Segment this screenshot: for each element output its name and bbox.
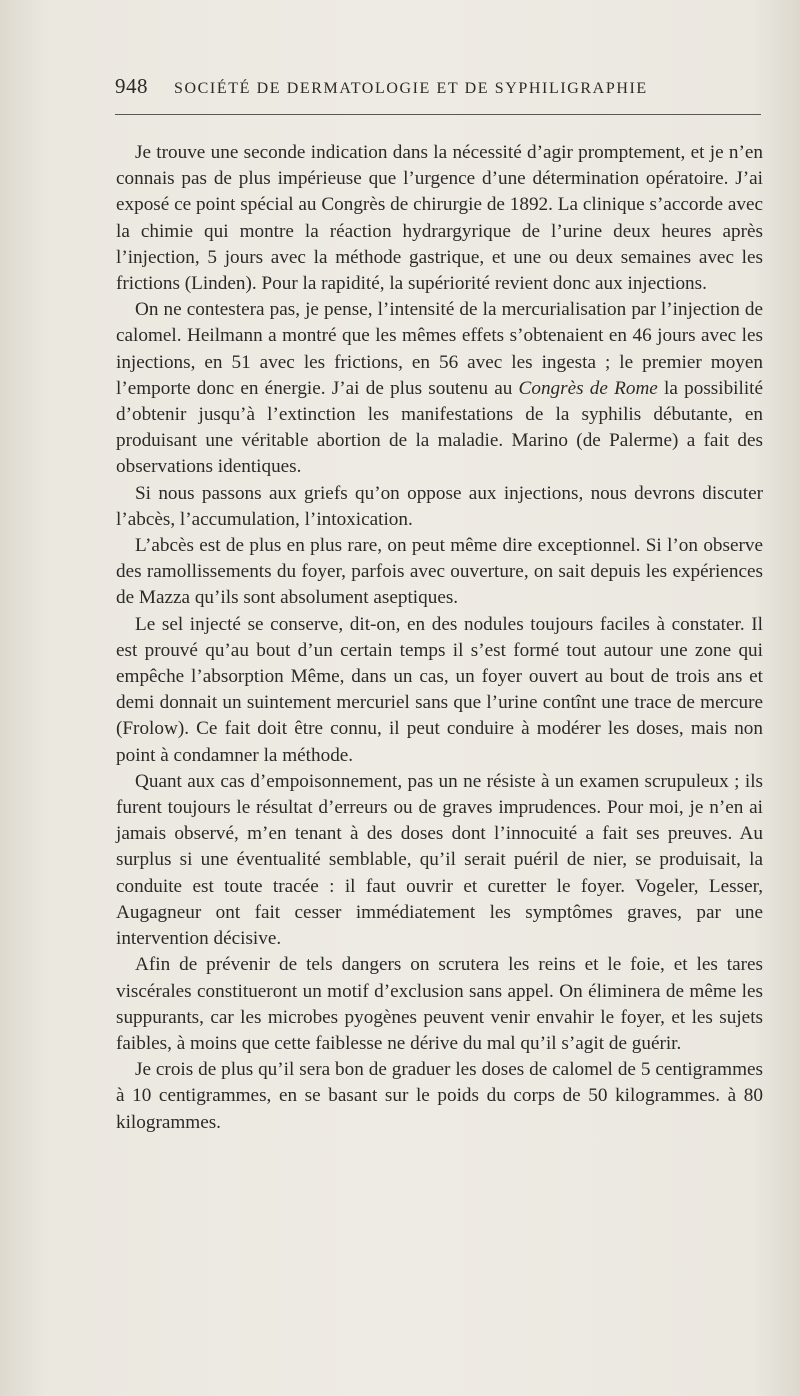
header-rule <box>115 114 761 115</box>
italic-title: Congrès de Rome <box>518 377 658 399</box>
paragraph: Afin de prévenir de tels dangers on scrutera les reins et le foie, et les tares viscérales constitueront un motif d’exclusion sans appel. On éliminera de même les suppurants, car les microbes pyogènes peuvent venir envahir le foyer, et les sujets faibles, à moins que cette faiblesse ne dérive du mal qu’il s’agit de guérir. <box>116 954 763 1054</box>
paragraph: Le sel injecté se conserve, dit-on, en des nodules toujours faciles à constater. Il est prouvé qu’au bout d’un certain temps il s’est formé tout autour une zone qui empêche l’absorption Même, dans un cas, un foyer ouvert au bout de trois ans et demi donnait un suintement mercuriel sans que l’urine contînt une trace de mercure (Frolow). Ce fait doit être connu, il peut conduire à modérer les doses, mais non point à condamner la méthode. <box>116 613 763 766</box>
running-title: SOCIÉTÉ DE DERMATOLOGIE ET DE SYPHILIGRAPHIE <box>174 80 648 97</box>
paragraph: L’abcès est de plus en plus rare, on peut même dire exceptionnel. Si l’on observe des ramollissements du foyer, parfois avec ouverture, on sait depuis les expériences de Mazza qu’ils sont absolument aseptiques. <box>116 535 763 609</box>
page-header <box>115 74 761 104</box>
paragraph: Je crois de plus qu’il sera bon de graduer les doses de calomel de 5 centigrammes à 10 centigrammes, en se basant sur le poids du corps de 50 kilogrammes. à 80 kilogrammes. <box>116 1059 763 1133</box>
body-text <box>116 140 763 1136</box>
paragraph-text: On ne contestera pas, je pense, l’intensité de la mercurialisation par l’injection de calomel. Heilmann a montré que les mêmes effets s’obtenaient en 46 jours avec les injections, en 51 avec les frictions, en 56 avec les ingesta ; le premier moyen l’emporte donc en énergie. J’ai de plus soutenu au <box>116 299 763 399</box>
paragraph-text: la possibilité d’obtenir jusqu’à l’extinction les manifestations de la syphilis débutante, en produisant une véritable abortion de la maladie. Marino (de Palerme) a fait des observations identiques. <box>116 377 764 478</box>
paragraph <box>116 297 763 480</box>
page-number: 948 <box>115 74 148 98</box>
paragraph: Je trouve une seconde indication dans la nécessité d’agir promptement, et je n’en connais pas de plus impérieuse que l’urgence d’une détermination opératoire. J’ai exposé ce point spécial au Congrès de chirurgie de 1892. La clinique s’accorde avec la chimie qui montre la réaction hydrargyrique de l’urine deux heures après l’injection, 5 jours avec la méthode gastrique, et une ou deux semaines avec les frictions (Linden). Pour la rapidité, la supériorité revient donc aux injections. <box>116 142 763 295</box>
paragraph: Si nous passons aux griefs qu’on oppose aux injections, nous devrons discuter l’abcès, l’accumulation, l’intoxication. <box>116 482 763 530</box>
paragraph: Quant aux cas d’empoisonnement, pas un ne résiste à un examen scrupuleux ; ils furent toujours le résultat d’erreurs ou de graves imprudences. Pour moi, je n’en ai jamais observé, m’en tenant à des doses dont l’innocuité a fait ses preuves. Au surplus si une éventualité semblable, qu’il serait puéril de nier, se produisait, la conduite est toute tracée : il faut ouvrir et curetter le foyer. Vogeler, Lesser, Augagneur ont fait cesser immédiatement les symptômes graves, par une intervention décisive. <box>116 770 763 950</box>
